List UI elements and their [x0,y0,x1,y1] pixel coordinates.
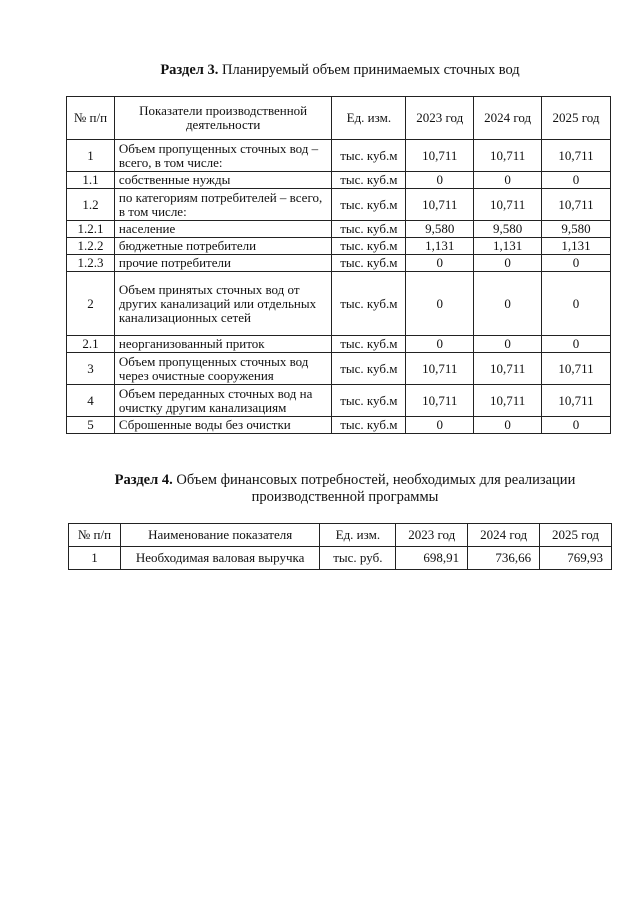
section-3-title-number: Раздел 3. [160,62,219,78]
row-value-2024: 10,711 [474,385,542,417]
row-value-2024: 9,580 [474,221,542,238]
header-unit: Ед. изм. [320,524,396,547]
row-indicator: население [114,221,331,238]
row-value-2024: 736,66 [468,547,540,570]
row-number: 1 [67,140,115,172]
row-value-2023: 10,711 [406,189,474,221]
row-unit: тыс. куб.м [332,336,406,353]
row-value-2024: 0 [474,172,542,189]
row-indicator: собственные нужды [114,172,331,189]
row-value-2025: 1,131 [542,238,611,255]
section-4-title [70,472,620,506]
row-number: 1.2.1 [67,221,115,238]
section-3-table [66,96,611,434]
row-number: 1 [69,547,121,570]
row-unit: тыс. куб.м [332,189,406,221]
header-2023: 2023 год [406,97,474,140]
row-unit: тыс. куб.м [332,221,406,238]
row-number: 2 [67,272,115,336]
table-row [67,255,611,272]
table-row [69,547,612,570]
row-number: 1.1 [67,172,115,189]
row-value-2025: 10,711 [542,353,611,385]
table-row [67,221,611,238]
header-2024: 2024 год [468,524,540,547]
row-unit: тыс. куб.м [332,238,406,255]
row-unit: тыс. куб.м [332,255,406,272]
row-number: 3 [67,353,115,385]
row-number: 4 [67,385,115,417]
row-indicator: Сброшенные воды без очистки [114,417,331,434]
row-value-2023: 698,91 [396,547,468,570]
row-value-2025: 769,93 [540,547,612,570]
section-3-title-text: Планируемый объем принимаемых сточных вод [218,62,520,78]
table-header-row [69,524,612,547]
row-indicator: неорганизованный приток [114,336,331,353]
header-2024: 2024 год [474,97,542,140]
row-number: 5 [67,417,115,434]
row-value-2023: 10,711 [406,140,474,172]
table-row [67,189,611,221]
row-value-2023: 1,131 [406,238,474,255]
row-indicator: Объем переданных сточных вод на очистку другим канализациям [114,385,331,417]
row-value-2024: 0 [474,417,542,434]
header-2025: 2025 год [540,524,612,547]
header-indicator-name: Наименование показателя [120,524,320,547]
row-value-2024: 1,131 [474,238,542,255]
row-unit: тыс. куб.м [332,272,406,336]
table-row [67,385,611,417]
table-row [67,353,611,385]
row-value-2024: 0 [474,272,542,336]
row-value-2025: 9,580 [542,221,611,238]
row-value-2024: 10,711 [474,189,542,221]
header-unit: Ед. изм. [332,97,406,140]
row-value-2024: 0 [474,336,542,353]
header-num: № п/п [67,97,115,140]
row-unit: тыс. куб.м [332,417,406,434]
row-value-2023: 0 [406,336,474,353]
header-2025: 2025 год [542,97,611,140]
row-indicator: бюджетные потребители [114,238,331,255]
table-row [67,336,611,353]
row-unit: тыс. куб.м [332,385,406,417]
row-value-2025: 0 [542,417,611,434]
row-value-2025: 10,711 [542,140,611,172]
row-value-2023: 10,711 [406,353,474,385]
row-indicator: прочие потребители [114,255,331,272]
table-row [67,417,611,434]
row-value-2023: 10,711 [406,385,474,417]
section-4-table [68,523,612,570]
row-indicator: Объем пропущенных сточных вод через очистные сооружения [114,353,331,385]
row-value-2025: 10,711 [542,189,611,221]
row-value-2023: 9,580 [406,221,474,238]
table-row [67,140,611,172]
row-number: 1.2.3 [67,255,115,272]
header-indicator: Показатели производственной деятельности [114,97,331,140]
table-row [67,238,611,255]
row-number: 1.2 [67,189,115,221]
row-indicator: Объем принятых сточных вод от других канализаций или отдельных канализационных сетей [114,272,331,336]
row-value-2025: 0 [542,172,611,189]
row-value-2025: 0 [542,255,611,272]
section-4-title-number: Раздел 4. [114,472,173,488]
row-value-2025: 0 [542,336,611,353]
section-3-title [70,62,610,79]
header-num: № п/п [69,524,121,547]
row-indicator: Необходимая валовая выручка [120,547,320,570]
table-header-row [67,97,611,140]
row-unit: тыс. куб.м [332,140,406,172]
row-unit: тыс. руб. [320,547,396,570]
table-row [67,172,611,189]
row-unit: тыс. куб.м [332,172,406,189]
row-value-2023: 0 [406,417,474,434]
row-number: 1.2.2 [67,238,115,255]
table-row [67,272,611,336]
row-value-2024: 10,711 [474,140,542,172]
row-value-2023: 0 [406,172,474,189]
row-value-2023: 0 [406,255,474,272]
row-indicator: по категориям потребителей – всего, в том числе: [114,189,331,221]
section-4-title-text: Объем финансовых потребностей, необходимых для реализации производственной программы [172,472,576,505]
row-indicator: Объем пропущенных сточных вод – всего, в том числе: [114,140,331,172]
row-value-2025: 10,711 [542,385,611,417]
row-value-2024: 0 [474,255,542,272]
row-unit: тыс. куб.м [332,353,406,385]
row-value-2023: 0 [406,272,474,336]
header-2023: 2023 год [396,524,468,547]
row-value-2025: 0 [542,272,611,336]
row-value-2024: 10,711 [474,353,542,385]
row-number: 2.1 [67,336,115,353]
